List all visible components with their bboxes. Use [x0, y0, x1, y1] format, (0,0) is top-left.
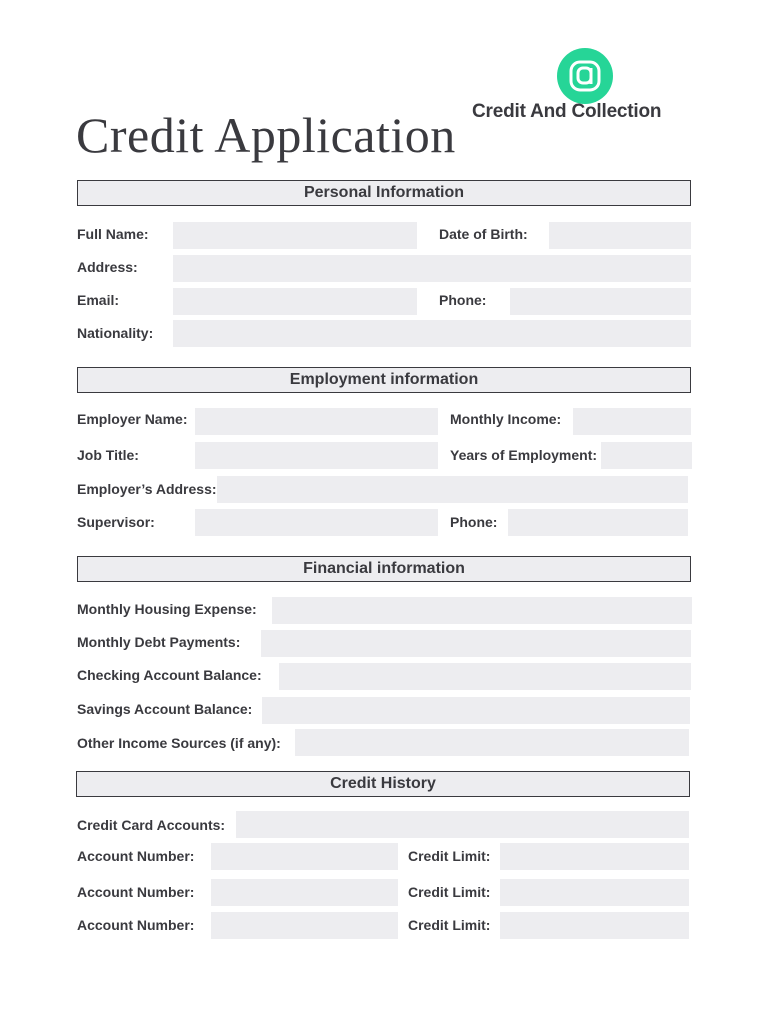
credit-limit-field[interactable] — [500, 879, 689, 906]
savings-balance-field[interactable] — [262, 697, 690, 724]
years-employment-field[interactable] — [601, 442, 692, 469]
employer-address-label: Employer’s Address: — [77, 481, 217, 497]
supervisor-field[interactable] — [195, 509, 438, 536]
phone-field[interactable] — [510, 288, 691, 315]
credit-cards-field[interactable] — [236, 811, 689, 838]
full-name-field[interactable] — [173, 222, 417, 249]
section-header-employment: Employment information — [77, 367, 691, 393]
brand-logo — [557, 48, 613, 104]
other-income-field[interactable] — [295, 729, 689, 756]
account-number-label: Account Number: — [77, 884, 195, 900]
credit-limit-field[interactable] — [500, 843, 689, 870]
savings-balance-label: Savings Account Balance: — [77, 701, 253, 717]
dob-label: Date of Birth: — [439, 226, 528, 242]
years-employment-label: Years of Employment: — [450, 447, 598, 463]
checking-balance-field[interactable] — [279, 663, 691, 690]
employer-address-field[interactable] — [217, 476, 688, 503]
section-header-personal: Personal Information — [77, 180, 691, 206]
debt-payments-field[interactable] — [261, 630, 691, 657]
job-title-label: Job Title: — [77, 447, 139, 463]
monthly-income-field[interactable] — [573, 408, 691, 435]
address-field[interactable] — [173, 255, 691, 282]
housing-expense-field[interactable] — [272, 597, 692, 624]
email-label: Email: — [77, 292, 120, 308]
employer-name-label: Employer Name: — [77, 411, 188, 427]
email-field[interactable] — [173, 288, 417, 315]
other-income-label: Other Income Sources (if any): — [77, 735, 281, 751]
account-number-field[interactable] — [211, 843, 398, 870]
credit-limit-label: Credit Limit: — [408, 884, 491, 900]
account-number-label: Account Number: — [77, 917, 195, 933]
account-number-field[interactable] — [211, 912, 398, 939]
supervisor-label: Supervisor: — [77, 514, 155, 530]
section-header-credit: Credit History — [76, 771, 690, 797]
employment-phone-field[interactable] — [508, 509, 688, 536]
account-number-label: Account Number: — [77, 848, 195, 864]
account-number-field[interactable] — [211, 879, 398, 906]
checking-balance-label: Checking Account Balance: — [77, 667, 262, 683]
nationality-field[interactable] — [173, 320, 691, 347]
address-label: Address: — [77, 259, 138, 275]
phone-label: Phone: — [439, 292, 487, 308]
job-title-field[interactable] — [195, 442, 438, 469]
brand-name: Credit And Collection — [472, 101, 662, 122]
full-name-label: Full Name: — [77, 226, 149, 242]
nationality-label: Nationality: — [77, 325, 154, 341]
section-header-financial: Financial information — [77, 556, 691, 582]
employment-phone-label: Phone: — [450, 514, 498, 530]
dob-field[interactable] — [549, 222, 691, 249]
credit-limit-label: Credit Limit: — [408, 917, 491, 933]
credit-cards-label: Credit Card Accounts: — [77, 817, 226, 833]
page-title: Credit Application — [76, 107, 456, 163]
debt-payments-label: Monthly Debt Payments: — [77, 634, 241, 650]
employer-name-field[interactable] — [195, 408, 438, 435]
credit-limit-label: Credit Limit: — [408, 848, 491, 864]
at-sign-icon — [557, 48, 613, 104]
monthly-income-label: Monthly Income: — [450, 411, 562, 427]
housing-expense-label: Monthly Housing Expense: — [77, 601, 257, 617]
credit-limit-field[interactable] — [500, 912, 689, 939]
